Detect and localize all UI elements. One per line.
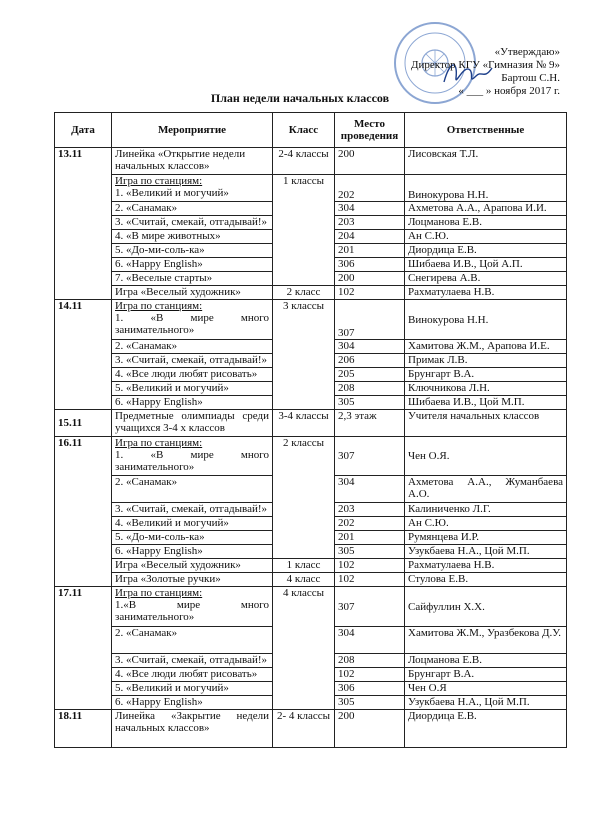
event-cell — [112, 175, 273, 202]
event-cell: 6. «Happy English» — [112, 396, 273, 410]
place-cell: 200 — [335, 148, 405, 175]
event-cell: 2. «Санамак» — [112, 627, 273, 654]
event-cell: 3. «Считай, смекай, отгадывай!» — [112, 216, 273, 230]
event-cell: 4. «Все люди любят рисовать» — [112, 668, 273, 682]
header-place: Место проведения — [335, 113, 405, 148]
event-cell: Линейка «Закрытие недели начальных классов» — [112, 710, 273, 748]
table-row — [55, 148, 567, 175]
header-date: Дата — [55, 113, 112, 148]
approval-line-3: Бартош С.Н. — [501, 72, 560, 84]
responsible-cell: Чен О.Я — [405, 682, 567, 696]
week-plan-table — [54, 112, 567, 748]
place-cell: 204 — [335, 230, 405, 244]
responsible-cell: Снегирева А.В. — [405, 272, 567, 286]
table-row — [55, 573, 567, 587]
place-cell: 102 — [335, 573, 405, 587]
class-cell: 1 классы — [273, 175, 335, 286]
responsible-cell: Примак Л.В. — [405, 354, 567, 368]
place-cell: 203 — [335, 503, 405, 517]
date-cell: 16.11 — [55, 437, 112, 587]
event-cell: 2. «Санамак» — [112, 340, 273, 354]
responsible-cell: Шибаева И.В., Цой А.П. — [405, 258, 567, 272]
date-cell: 15.11 — [55, 410, 112, 437]
responsible-cell: Ахметова А.А., Арапова И.И. — [405, 202, 567, 216]
responsible-cell: Ан С.Ю. — [405, 230, 567, 244]
event-cell: Линейка «Открытие недели начальных классов» — [112, 148, 273, 175]
responsible-cell: Лисовская Т.Л. — [405, 148, 567, 175]
event-cell: 5. «Великий и могучий» — [112, 382, 273, 396]
event-cell: 5. «До-ми-соль-ка» — [112, 531, 273, 545]
responsible-cell: Хамитова Ж.М., Уразбекова Д.У. — [405, 627, 567, 654]
place-cell: 306 — [335, 682, 405, 696]
event-cell: 3. «Считай, смекай, отгадывай!» — [112, 354, 273, 368]
place-cell: 304 — [335, 476, 405, 503]
place-cell: 208 — [335, 382, 405, 396]
place-cell: 304 — [335, 627, 405, 654]
event-cell: 2. «Санамак» — [112, 476, 273, 503]
responsible-cell: Калиниченко Л.Г. — [405, 503, 567, 517]
class-cell: 1 класс — [273, 559, 335, 573]
event-cell — [112, 587, 273, 627]
table-row — [55, 710, 567, 748]
event-cell: 5. «До-ми-соль-ка» — [112, 244, 273, 258]
responsible-cell: Лоцманова Е.В. — [405, 654, 567, 668]
responsible-cell: Стулова Е.В. — [405, 573, 567, 587]
event-cell — [112, 300, 273, 340]
place-cell: 206 — [335, 354, 405, 368]
responsible-cell: Рахматулаева Н.В. — [405, 286, 567, 300]
class-cell: 2 классы — [273, 437, 335, 559]
page-title: План недели начальных классов — [210, 91, 390, 105]
responsible-cell: Диордица Е.В. — [405, 244, 567, 258]
place-cell: 102 — [335, 559, 405, 573]
event-text: 1. «В мире много занимательного» — [115, 449, 269, 473]
class-cell: 4 классы — [273, 587, 335, 710]
table-row — [55, 300, 567, 340]
event-cell: Игра «Веселый художник» — [112, 559, 273, 573]
approval-line-4: « ___ » ноября 2017 г. — [458, 85, 560, 97]
event-cell: 6. «Happy English» — [112, 545, 273, 559]
place-cell: 102 — [335, 668, 405, 682]
place-cell: 205 — [335, 368, 405, 382]
table-row — [55, 437, 567, 476]
class-cell: 2-4 классы — [273, 148, 335, 175]
date-cell: 18.11 — [55, 710, 112, 748]
place-cell: 307 — [335, 300, 405, 340]
event-cell: 6. «Happy English» — [112, 258, 273, 272]
event-cell: Игра «Золотые ручки» — [112, 573, 273, 587]
responsible-cell: Лоцманова Е.В. — [405, 216, 567, 230]
place-cell: 2,3 этаж — [335, 410, 405, 437]
place-cell: 200 — [335, 272, 405, 286]
place-cell: 200 — [335, 710, 405, 748]
class-cell: 2- 4 классы — [273, 710, 335, 748]
header-event: Мероприятие — [112, 113, 273, 148]
event-cell: 4. «Великий и могучий» — [112, 517, 273, 531]
table-row — [55, 559, 567, 573]
place-cell: 202 — [335, 517, 405, 531]
place-cell: 203 — [335, 216, 405, 230]
date-cell: 17.11 — [55, 587, 112, 710]
event-cell: 3. «Считай, смекай, отгадывай!» — [112, 654, 273, 668]
header-responsible: Ответственные — [405, 113, 567, 148]
responsible-cell: Чен О.Я. — [405, 437, 567, 476]
date-cell: 14.11 — [55, 300, 112, 410]
place-cell: 201 — [335, 244, 405, 258]
responsible-cell: Учителя начальных классов — [405, 410, 567, 437]
event-text: 1.«В мире много занимательного» — [115, 599, 269, 623]
responsible-cell: Узукбаева Н.А., Цой М.П. — [405, 696, 567, 710]
place-cell: 305 — [335, 545, 405, 559]
place-cell: 202 — [335, 175, 405, 202]
place-cell: 208 — [335, 654, 405, 668]
responsible-cell: Узукбаева Н.А., Цой М.П. — [405, 545, 567, 559]
place-cell: 306 — [335, 258, 405, 272]
event-cell: Игра «Веселый художник» — [112, 286, 273, 300]
table-row — [55, 587, 567, 627]
place-cell: 307 — [335, 437, 405, 476]
event-cell: 7. «Веселые старты» — [112, 272, 273, 286]
event-cell: 4. «В мире животных» — [112, 230, 273, 244]
event-cell: Предметные олимпиады среди учащихся 3-4 х классов — [112, 410, 273, 437]
responsible-cell: Диордица Е.В. — [405, 710, 567, 748]
class-cell: 3 классы — [273, 300, 335, 410]
class-cell: 3-4 классы — [273, 410, 335, 437]
responsible-cell: Ключникова Л.Н. — [405, 382, 567, 396]
class-cell: 2 класс — [273, 286, 335, 300]
place-cell: 304 — [335, 340, 405, 354]
place-cell: 307 — [335, 587, 405, 627]
responsible-cell: Сайфуллин Х.Х. — [405, 587, 567, 627]
responsible-cell: Брунгарт В.А. — [405, 368, 567, 382]
event-heading: Игра по станциям: — [115, 175, 203, 187]
responsible-cell: Румянцева И.Р. — [405, 531, 567, 545]
responsible-cell: Винокурова Н.Н. — [405, 300, 567, 340]
class-cell: 4 класс — [273, 573, 335, 587]
responsible-cell: Шибаева И.В., Цой М.П. — [405, 396, 567, 410]
place-cell: 305 — [335, 696, 405, 710]
responsible-cell: Брунгарт В.А. — [405, 668, 567, 682]
responsible-cell: Винокурова Н.Н. — [405, 175, 567, 202]
table-row — [55, 175, 567, 202]
place-cell: 102 — [335, 286, 405, 300]
event-cell — [112, 437, 273, 476]
approval-line-1: «Утверждаю» — [494, 46, 560, 58]
event-cell: 4. «Все люди любят рисовать» — [112, 368, 273, 382]
date-cell: 13.11 — [55, 148, 112, 300]
event-cell: 2. «Санамак» — [112, 202, 273, 216]
place-cell: 304 — [335, 202, 405, 216]
table-row — [55, 410, 567, 437]
header-class: Класс — [273, 113, 335, 148]
responsible-cell: Рахматулаева Н.В. — [405, 559, 567, 573]
event-cell: 3. «Считай, смекай, отгадывай!» — [112, 503, 273, 517]
responsible-cell: Ан С.Ю. — [405, 517, 567, 531]
place-cell: 305 — [335, 396, 405, 410]
table-header-row — [55, 113, 567, 148]
place-cell: 201 — [335, 531, 405, 545]
approval-line-2: Директор КГУ «Гимназия № 9» — [411, 59, 560, 71]
event-text: 1. «Великий и могучий» — [115, 187, 229, 199]
event-heading: Игра по станциям: — [115, 437, 203, 449]
table-row — [55, 286, 567, 300]
event-cell: 5. «Великий и могучий» — [112, 682, 273, 696]
responsible-cell: Ахметова А.А., Жуманбаева А.О. — [405, 476, 567, 503]
event-text: 1. «В мире много занимательного» — [115, 312, 269, 336]
responsible-cell: Хамитова Ж.М., Арапова И.Е. — [405, 340, 567, 354]
event-heading: Игра по станциям: — [115, 587, 203, 599]
event-heading: Игра по станциям: — [115, 300, 203, 312]
event-cell: 6. «Happy English» — [112, 696, 273, 710]
